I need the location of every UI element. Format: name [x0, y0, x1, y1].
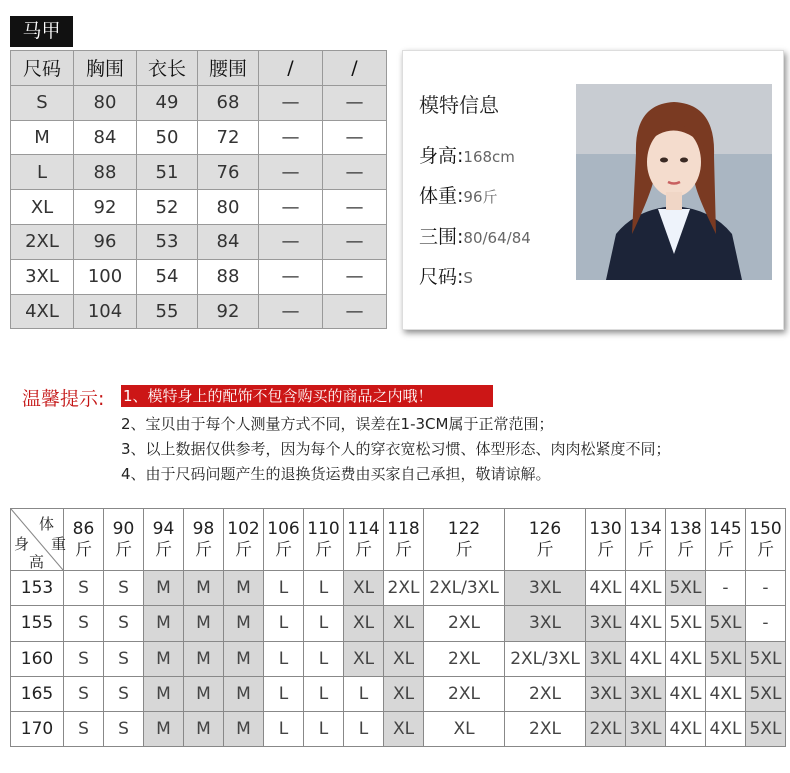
fit-chart-size-cell: L [304, 676, 344, 711]
size-table-row-cell: 76 [198, 155, 259, 190]
fit-chart-size-cell: 3XL [586, 676, 626, 711]
size-table-row-cell: — [259, 120, 323, 155]
fit-chart-size-cell: 4XL [626, 571, 666, 606]
fit-chart-weight-header: 138 斤 [666, 509, 706, 571]
size-table-row-cell: 100 [74, 259, 137, 294]
size-table-row-cell: — [323, 85, 387, 120]
fit-chart-size-cell: S [64, 606, 104, 641]
size-table-row-cell: 84 [74, 120, 137, 155]
model-height-label: 身高: [419, 145, 464, 167]
size-table-row-cell: — [259, 224, 323, 259]
fit-chart-size-cell: M [144, 641, 184, 676]
size-table-row [11, 294, 387, 329]
size-table-row-cell: 51 [137, 155, 198, 190]
fit-chart-size-cell: XL [384, 606, 424, 641]
svg-text:身: 身 [14, 535, 30, 553]
fit-chart-size-cell: S [64, 676, 104, 711]
fit-chart-size-cell: S [64, 571, 104, 606]
fit-chart-size-cell: 4XL [666, 676, 706, 711]
fit-chart-size-cell: M [184, 641, 224, 676]
size-table-row [11, 190, 387, 225]
size-table-row-cell: — [259, 294, 323, 329]
fit-chart-height-cell: 170 [11, 712, 64, 747]
fit-chart-size-cell: M [144, 606, 184, 641]
fit-chart-size-cell: - [706, 571, 746, 606]
size-table-row-cell: 49 [137, 85, 198, 120]
fit-chart-weight-header: 118 斤 [384, 509, 424, 571]
fit-chart-size-cell: 2XL [505, 712, 586, 747]
fit-chart-size-cell: 3XL [586, 641, 626, 676]
model-height-value: 168cm [463, 148, 515, 166]
fit-chart-size-cell: S [104, 571, 144, 606]
fit-chart-weight-header: 126 斤 [505, 509, 586, 571]
fit-chart-size-cell: M [184, 606, 224, 641]
size-table-row-cell: 55 [137, 294, 198, 329]
fit-chart-size-cell: 2XL/3XL [505, 641, 586, 676]
fit-chart-weight-header: 130 斤 [586, 509, 626, 571]
fit-chart-size-cell: 4XL [626, 606, 666, 641]
size-fit-chart [10, 508, 786, 747]
size-table-row [11, 259, 387, 294]
fit-chart-size-cell: 2XL [424, 641, 505, 676]
fit-chart-size-cell: L [304, 606, 344, 641]
fit-chart-size-cell: L [264, 571, 304, 606]
fit-chart-size-cell: S [64, 712, 104, 747]
fit-chart-size-cell: S [64, 641, 104, 676]
svg-text:重: 重 [51, 535, 67, 553]
size-table-row-cell: L [11, 155, 74, 190]
size-table-header-cell: 尺码 [11, 51, 74, 86]
fit-chart-size-cell: XL [344, 641, 384, 676]
size-table [10, 50, 387, 329]
fit-chart-row [11, 712, 786, 747]
fit-chart-height-cell: 165 [11, 676, 64, 711]
fit-chart-size-cell: 5XL [666, 606, 706, 641]
fit-chart-size-cell: XL [384, 641, 424, 676]
size-table-row-cell: 50 [137, 120, 198, 155]
model-info-card [402, 50, 784, 330]
svg-text:高: 高 [29, 553, 45, 571]
model-measurements [419, 222, 531, 249]
tip-1: 1、模特身上的配饰不包含购买的商品之内哦！ [121, 385, 493, 407]
fit-chart-size-cell: L [344, 676, 384, 711]
size-table-row-cell: 80 [198, 190, 259, 225]
model-weight-label: 体重: [419, 185, 464, 207]
fit-chart-size-cell: 4XL [666, 712, 706, 747]
size-table-row-cell: — [259, 155, 323, 190]
fit-chart-size-cell: 5XL [706, 606, 746, 641]
fit-chart-weight-header: 134 斤 [626, 509, 666, 571]
fit-chart-size-cell: 3XL [505, 571, 586, 606]
model-size-value: S [463, 269, 473, 287]
size-table-row-cell: — [323, 294, 387, 329]
fit-chart-weight-header: 98 斤 [184, 509, 224, 571]
size-table-row-cell: — [259, 259, 323, 294]
size-table-row-cell: 52 [137, 190, 198, 225]
fit-chart-size-cell: M [224, 571, 264, 606]
fit-chart-size-cell: S [104, 712, 144, 747]
size-table-row-cell: 80 [74, 85, 137, 120]
fit-chart-size-cell: M [224, 676, 264, 711]
size-table-row-cell: — [323, 224, 387, 259]
fit-chart-row [11, 676, 786, 711]
fit-chart-size-cell: - [746, 606, 786, 641]
fit-chart-size-cell: 2XL [424, 606, 505, 641]
size-table-header-cell: / [323, 51, 387, 86]
tip-4: 4、由于尺码问题产生的退换货运费由买家自己承担，敬请谅解。 [121, 465, 551, 483]
size-table-title: 马甲 [10, 16, 73, 47]
fit-chart-header [11, 509, 786, 571]
size-table-row-cell: 84 [198, 224, 259, 259]
svg-text:体: 体 [39, 515, 55, 533]
model-measure-value: 80/64/84 [463, 229, 531, 247]
size-table-header-cell: 腰围 [198, 51, 259, 86]
fit-chart-weight-header: 122 斤 [424, 509, 505, 571]
fit-chart-size-cell: M [184, 712, 224, 747]
fit-chart-size-cell: 3XL [626, 676, 666, 711]
fit-chart-weight-header: 114 斤 [344, 509, 384, 571]
tip-3: 3、以上数据仅供参考，因为每个人的穿衣宽松习惯、体型形态、肉肉松紧度不同； [121, 440, 671, 458]
fit-chart-size-cell: L [264, 606, 304, 641]
fit-chart-weight-header: 90 斤 [104, 509, 144, 571]
fit-chart-size-cell: M [224, 641, 264, 676]
size-table-row-cell: — [259, 85, 323, 120]
fit-chart-size-cell: M [184, 571, 224, 606]
fit-chart-size-cell: L [304, 641, 344, 676]
fit-chart-size-cell: 5XL [746, 712, 786, 747]
fit-chart-size-cell: 3XL [586, 606, 626, 641]
fit-chart-size-cell: XL [384, 676, 424, 711]
fit-chart-size-cell: - [746, 571, 786, 606]
fit-chart-weight-header: 102 斤 [224, 509, 264, 571]
fit-chart-size-cell: 5XL [746, 676, 786, 711]
fit-chart-size-cell: 4XL [706, 676, 746, 711]
size-table-row-cell: S [11, 85, 74, 120]
size-table-row-cell: — [259, 190, 323, 225]
model-photo [576, 84, 772, 280]
size-table-row-cell: 68 [198, 85, 259, 120]
fit-chart-size-cell: 4XL [586, 571, 626, 606]
fit-chart-size-cell: S [104, 606, 144, 641]
size-table-row-cell: 3XL [11, 259, 74, 294]
fit-chart-size-cell: L [344, 712, 384, 747]
size-table-header [11, 51, 387, 86]
fit-chart-size-cell: 4XL [666, 641, 706, 676]
fit-chart-size-cell: 2XL [586, 712, 626, 747]
size-table-header-cell: 胸围 [74, 51, 137, 86]
model-weight [419, 181, 498, 208]
size-table-row-cell: 88 [74, 155, 137, 190]
fit-chart-size-cell: M [144, 712, 184, 747]
fit-chart-weight-header: 110 斤 [304, 509, 344, 571]
fit-chart-row [11, 571, 786, 606]
size-table-row-cell: 104 [74, 294, 137, 329]
fit-chart-size-cell: S [104, 676, 144, 711]
fit-chart-size-cell: M [224, 712, 264, 747]
fit-chart-size-cell: M [144, 676, 184, 711]
model-measure-label: 三围: [419, 226, 464, 248]
tip-2: 2、宝贝由于每个人测量方式不同，误差在1-3CM属于正常范围； [121, 415, 554, 433]
fit-chart-size-cell: L [264, 641, 304, 676]
fit-chart-corner [11, 509, 67, 571]
fit-chart-size-cell: L [304, 712, 344, 747]
fit-chart-size-cell: L [264, 712, 304, 747]
fit-chart-size-cell: XL [344, 606, 384, 641]
size-table-header-cell: / [259, 51, 323, 86]
fit-chart-weight-header: 150 斤 [746, 509, 786, 571]
fit-chart-size-cell: 5XL [666, 571, 706, 606]
fit-chart-size-cell: 4XL [706, 712, 746, 747]
size-table-row-cell: 53 [137, 224, 198, 259]
fit-chart-size-cell: 2XL [424, 676, 505, 711]
size-table-row-cell: 54 [137, 259, 198, 294]
fit-chart-height-cell: 160 [11, 641, 64, 676]
fit-chart-size-cell: 3XL [626, 712, 666, 747]
fit-chart-size-cell: 2XL [505, 676, 586, 711]
fit-chart-size-cell: M [144, 571, 184, 606]
fit-chart-size-cell: 3XL [505, 606, 586, 641]
fit-chart-size-cell: 2XL/3XL [424, 571, 505, 606]
size-table-row-cell: 92 [74, 190, 137, 225]
fit-chart-weight-header: 94 斤 [144, 509, 184, 571]
size-table-row [11, 120, 387, 155]
fit-chart-size-cell: XL [384, 712, 424, 747]
fit-chart-height-cell: 153 [11, 571, 64, 606]
fit-chart-size-cell: M [184, 676, 224, 711]
fit-chart-size-cell: S [104, 641, 144, 676]
fit-chart-size-cell: M [224, 606, 264, 641]
fit-chart-size-cell: 5XL [746, 641, 786, 676]
fit-chart-size-cell: 2XL [384, 571, 424, 606]
model-size-label: 尺码: [419, 266, 464, 288]
size-table-row-cell: — [323, 190, 387, 225]
size-table-row-cell: — [323, 259, 387, 294]
fit-chart-size-cell: L [264, 676, 304, 711]
size-table-row-cell: 72 [198, 120, 259, 155]
size-table-row-cell: 2XL [11, 224, 74, 259]
fit-chart-row [11, 641, 786, 676]
model-info-title: 模特信息 [419, 93, 499, 117]
size-table-row-cell: 96 [74, 224, 137, 259]
fit-chart-height-cell: 155 [11, 606, 64, 641]
fit-chart-size-cell: XL [424, 712, 505, 747]
fit-chart-weight-header: 145 斤 [706, 509, 746, 571]
size-table-row-cell: — [323, 120, 387, 155]
fit-chart-size-cell: XL [344, 571, 384, 606]
model-size [419, 262, 473, 289]
size-table-row-cell: M [11, 120, 74, 155]
size-table-row-cell: — [323, 155, 387, 190]
size-table-row [11, 155, 387, 190]
fit-chart-size-cell: 5XL [706, 641, 746, 676]
size-table-row-cell: 88 [198, 259, 259, 294]
size-table-row-cell: 92 [198, 294, 259, 329]
fit-chart-weight-header: 106 斤 [264, 509, 304, 571]
size-table-row-cell: XL [11, 190, 74, 225]
size-table-row [11, 224, 387, 259]
fit-chart-row [11, 606, 786, 641]
size-table-header-cell: 衣长 [137, 51, 198, 86]
model-height [419, 141, 515, 168]
size-table-row [11, 85, 387, 120]
fit-chart-size-cell: L [304, 571, 344, 606]
fit-chart-weight-header: 86 斤 [64, 509, 104, 571]
model-weight-value: 96斤 [463, 188, 498, 206]
fit-chart-size-cell: 4XL [626, 641, 666, 676]
tips-label: 温馨提示: [22, 388, 105, 410]
size-table-row-cell: 4XL [11, 294, 74, 329]
